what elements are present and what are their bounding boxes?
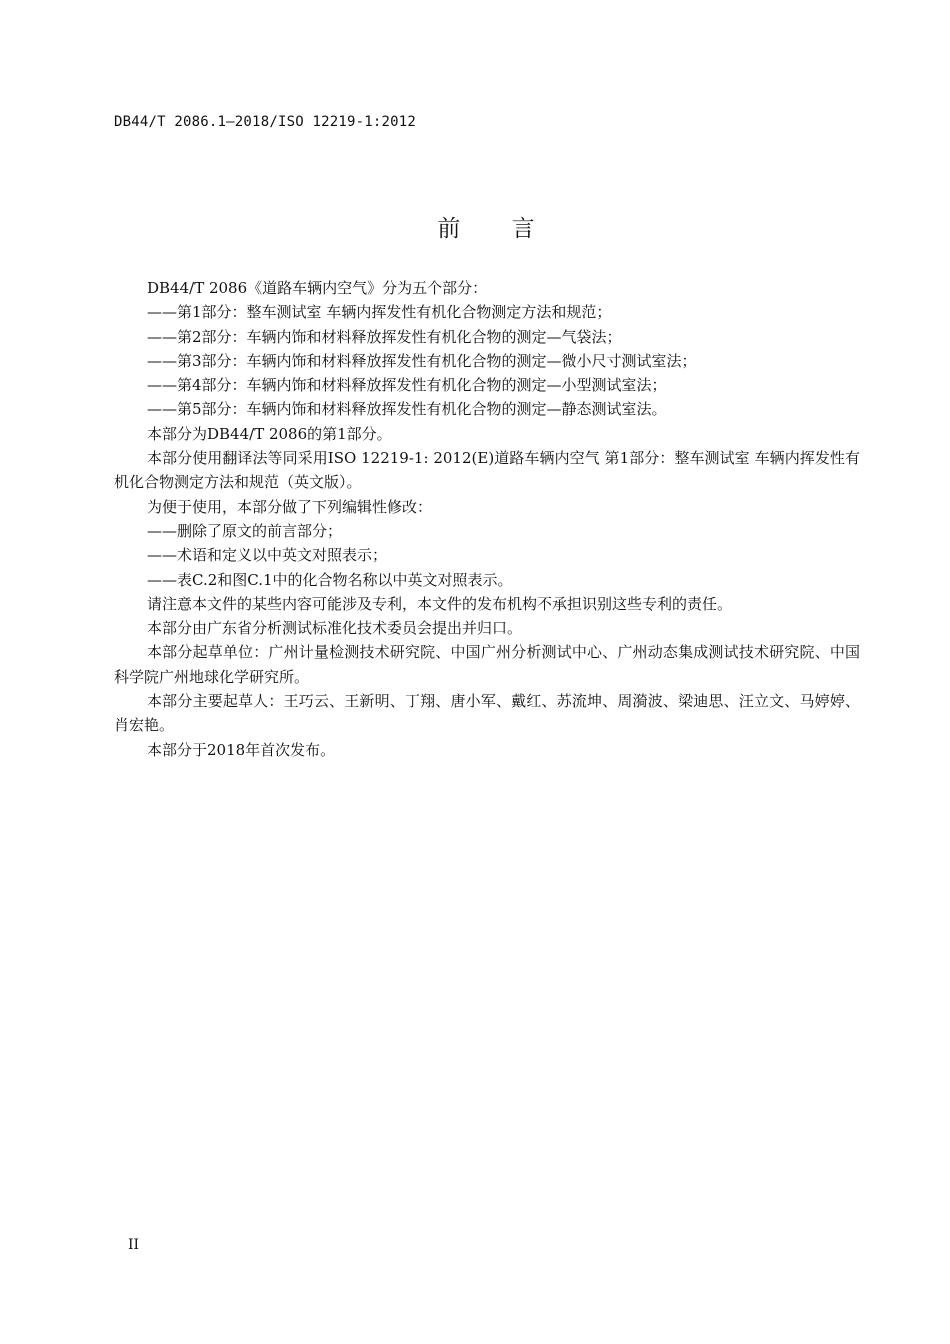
paragraph: 本部分由广东省分析测试标准化技术委员会提出并归口。 xyxy=(147,619,523,638)
paragraph: 为便于使用，本部分做了下列编辑性修改： xyxy=(147,497,433,516)
paragraph: 本部分主要起草人：王巧云、王新明、丁翔、唐小军、戴红、苏流坤、周漪波、梁迪思、汪立文、马婷婷、肖宏艳。 xyxy=(114,692,860,735)
page-title: 前 言 xyxy=(437,216,557,242)
page-number: II xyxy=(128,1237,140,1253)
paragraph: ——表C.2和图C.1中的化合物名称以中英文对照表示。 xyxy=(147,570,513,589)
paragraph: 本部分于2018年首次发布。 xyxy=(147,740,336,759)
paragraph: ——术语和定义以中英文对照表示； xyxy=(147,546,388,565)
paragraph: ——第4部分：车辆内饰和材料释放挥发性有机化合物的测定—小型测试室法； xyxy=(147,376,667,395)
paragraph: 本部分使用翻译法等同采用ISO 12219-1: 2012(E)道路车辆内空气 第1部分：整车测试室 车辆内挥发性有机化合物测定方法和规范（英文版）。 xyxy=(114,449,860,492)
paragraph: ——第5部分：车辆内饰和材料释放挥发性有机化合物的测定—静态测试室法。 xyxy=(147,400,667,419)
paragraph: 本部分起草单位：广州计量检测技术研究院、中国广州分析测试中心、广州动态集成测试技术研究院、中国科学院广州地球化学研究所。 xyxy=(114,643,860,686)
foreword-body xyxy=(114,276,860,762)
paragraph: 请注意本文件的某些内容可能涉及专利，本文件的发布机构不承担识别这些专利的责任。 xyxy=(147,594,733,613)
paragraph: ——第3部分：车辆内饰和材料释放挥发性有机化合物的测定—微小尺寸测试室法； xyxy=(147,351,697,370)
paragraph: DB44/T 2086《道路车辆内空气》分为五个部分： xyxy=(147,279,488,297)
standard-code-header: DB44/T 2086.1—2018/ISO 12219-1:2012 xyxy=(114,114,417,130)
paragraph: ——第2部分：车辆内饰和材料释放挥发性有机化合物的测定—气袋法； xyxy=(147,327,622,346)
paragraph: 本部分为DB44/T 2086的第1部分。 xyxy=(147,424,392,443)
paragraph: ——删除了原文的前言部分； xyxy=(147,521,343,540)
paragraph: ——第1部分：整车测试室 车辆内挥发性有机化合物测定方法和规范； xyxy=(147,303,612,322)
